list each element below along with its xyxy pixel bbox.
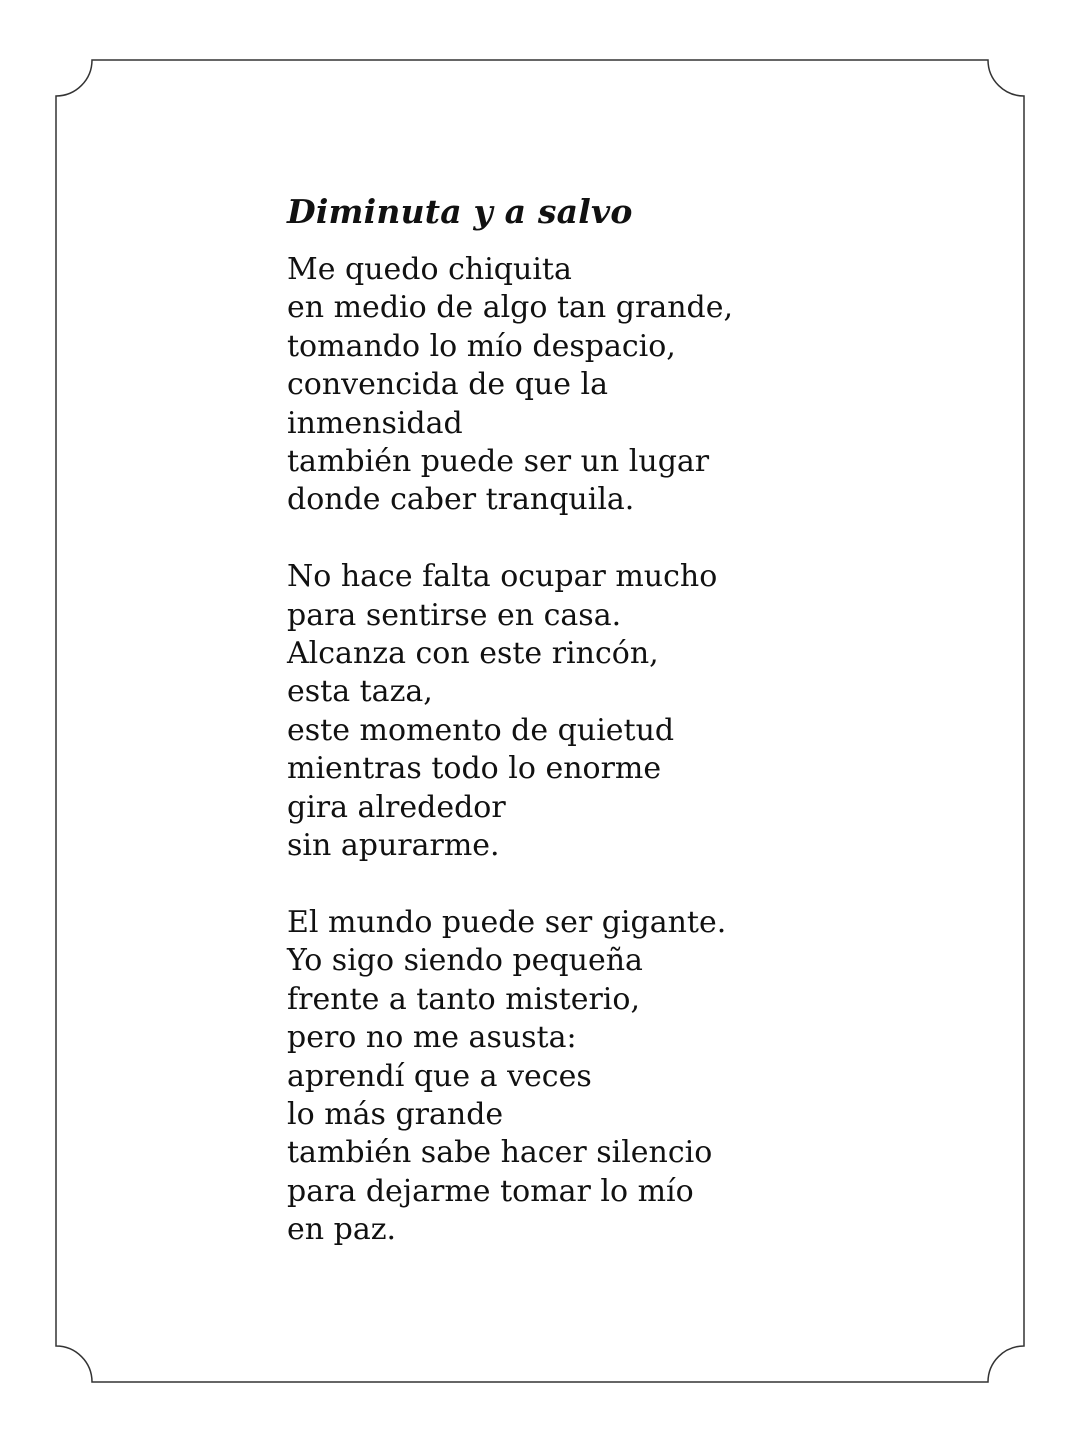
poem-line: frente a tanto misterio, bbox=[287, 981, 640, 1017]
poem bbox=[287, 186, 1007, 1250]
poem-line: Alcanza con este rincón, bbox=[287, 636, 659, 672]
stanza-3 bbox=[287, 904, 1007, 1250]
poem-line: este momento de quietud bbox=[287, 712, 675, 748]
poem-line: sin apurarme. bbox=[287, 828, 500, 864]
poem-line: inmensidad bbox=[287, 405, 463, 441]
stanza-1 bbox=[287, 251, 1007, 520]
stanza-2 bbox=[287, 558, 1007, 865]
poem-line: también puede ser un lugar bbox=[287, 444, 710, 480]
poem-line: donde caber tranquila. bbox=[287, 482, 635, 518]
poem-line: también sabe hacer silencio bbox=[287, 1135, 713, 1171]
poem-title: Diminuta y a salvo bbox=[287, 192, 633, 231]
poem-line: El mundo puede ser gigante. bbox=[287, 904, 727, 940]
poem-line: para dejarme tomar lo mío bbox=[287, 1173, 694, 1209]
poem-line: esta taza, bbox=[287, 674, 433, 710]
poem-line: pero no me asusta: bbox=[287, 1020, 577, 1056]
poem-line: lo más grande bbox=[287, 1096, 504, 1132]
poem-line: tomando lo mío despacio, bbox=[287, 328, 676, 364]
poem-line: convencida de que la bbox=[287, 367, 609, 403]
poem-line: No hace falta ocupar mucho bbox=[287, 559, 718, 595]
poem-line: Yo sigo siendo pequeña bbox=[287, 943, 643, 979]
poem-line: gira alrededor bbox=[287, 789, 506, 825]
poem-line: para sentirse en casa. bbox=[287, 597, 622, 633]
poem-line: mientras todo lo enorme bbox=[287, 751, 662, 787]
poem-line: en paz. bbox=[287, 1212, 397, 1248]
poem-line: en medio de algo tan grande, bbox=[287, 290, 734, 326]
poem-line: aprendí que a veces bbox=[287, 1058, 592, 1094]
poem-line: Me quedo chiquita bbox=[287, 252, 572, 287]
